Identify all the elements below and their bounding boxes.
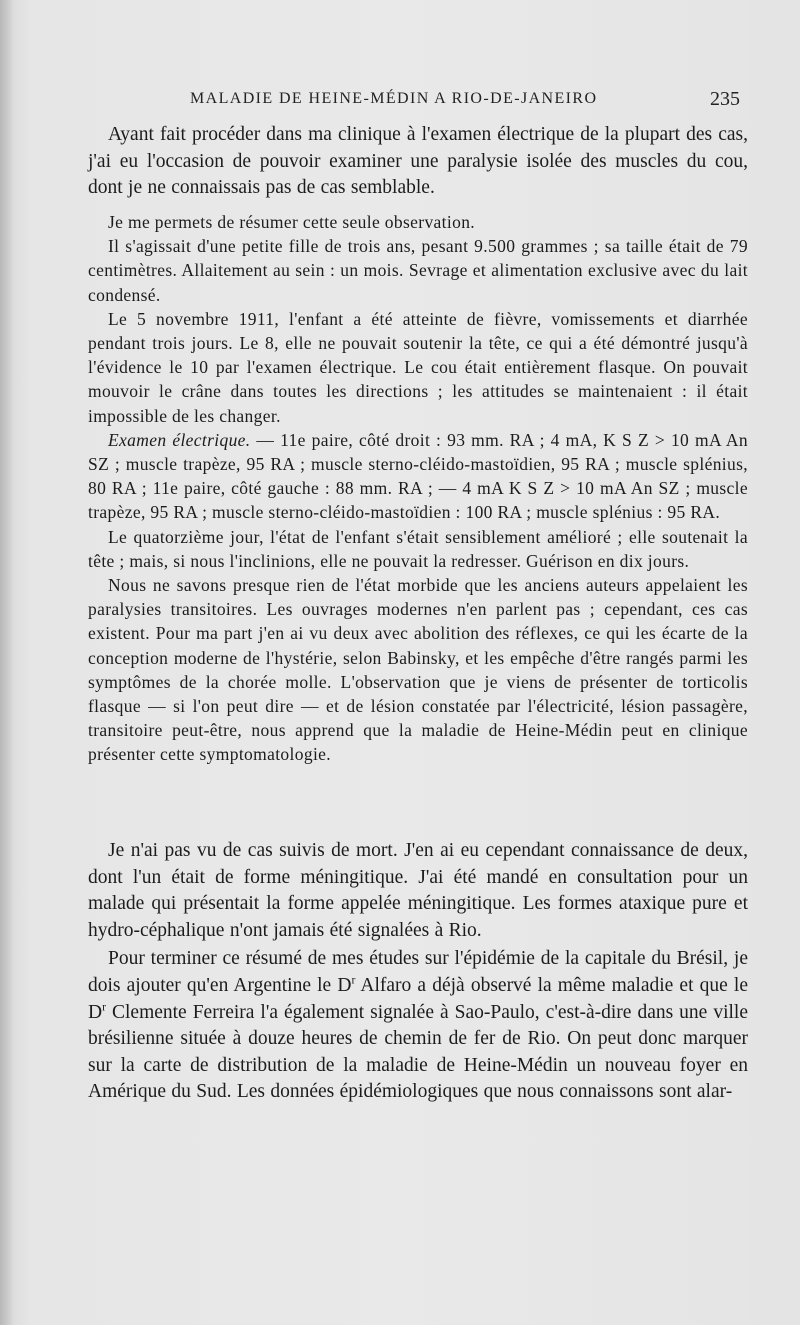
paragraph: Ayant fait procéder dans ma clinique à l'examen électrique de la plupart des cas, j'ai eu l'occasion de pouvoir examiner une paralysie isolée des muscles du cou, dont je ne connaissais pas de cas semblable. bbox=[88, 124, 748, 198]
italic-label: Examen électrique. bbox=[108, 429, 251, 450]
paragraph: Nous ne savons presque rien de l'état morbide que les anciens auteurs appelaient les paralysies transitoires. Les ouvrages modernes n'en parlent pas ; cependant, ces cas existent. Pour ma part j'en ai vu deux avec abolition des réflexes, ce qui les écarte de la conception moderne de l'hystérie, selon Babinsky, et les empêche d'être rangés parmi les symptômes de la chorée molle. L'observation que je viens de présenter de torticolis flasque — si l'on peut dire — et de lésion constatée par l'électricité, lésion passagère, transitoire peut-être, nous apprend que la maladie de Heine-Médin peut en clinique présenter cette symptomatologie. bbox=[88, 575, 748, 765]
conclusion-text bbox=[88, 838, 748, 1106]
intro-text bbox=[88, 122, 748, 202]
paragraph: Le 5 novembre 1911, l'enfant a été atteinte de fièvre, vomissements et diarrhée pendant trois jours. Le 8, elle ne pouvait soutenir la tête, ce qui a été démontré jusqu'à l'évidence le 10 par l'examen électrique. Le cou était entièrement flasque. On pouvait mouvoir le crâne dans toutes les directions ; les attitudes se maintenaient : il était impossible de les changer. bbox=[88, 308, 748, 426]
paragraph-text: — 11e paire, côté droit : 93 mm. RA ; 4 mA, K S Z > 10 mA An SZ ; muscle trapèze, 95 RA ; muscle sterno-cléido-mastoïdien, 95 RA ; muscle splénius, 80 RA ; 11e paire, côté gauche : 88 mm. RA ; — 4 mA K S Z > 10 mA An SZ ; muscle trapèze, 95 RA ; muscle sterno-cléido-mastoïdien : 100 RA ; muscle splénius : 95 RA. bbox=[88, 429, 748, 523]
paragraph: Le quatorzième jour, l'état de l'enfant s'était sensiblement amélioré ; elle soutenait la tête ; mais, si nous l'inclinions, elle ne pouvait la redresser. Guérison en dix jours. bbox=[88, 526, 748, 571]
superscript: r bbox=[102, 1000, 106, 1014]
superscript: r bbox=[351, 973, 356, 987]
page-number: 235 bbox=[710, 88, 740, 110]
paragraph bbox=[88, 428, 748, 525]
paragraph-text: Clemente Ferreira l'a également signalée à Sao-Paulo, c'est-à-dire dans une ville brésilienne située à douze heures de chemin de fer de Rio. On peut donc marquer sur la carte de distribution de la maladie de Heine-Médin un nouveau foyer en Amérique du Sud. Les données épidémiologiques que nous connaissons sont alar- bbox=[88, 1001, 748, 1103]
paragraph bbox=[88, 946, 748, 1106]
binding-shadow bbox=[0, 0, 14, 1325]
observation-text bbox=[88, 210, 748, 767]
paragraph-text: Pour terminer ce résumé de mes études sur l'épidémie de la capitale du Brésil, je dois ajouter qu'en Argentine le D bbox=[88, 948, 748, 996]
paragraph: Je n'ai pas vu de cas suivis de mort. J'en ai eu cependant connaissance de deux, dont l'un était de forme méningitique. J'ai été mandé en consultation pour un malade qui présentait la forme appelée méningitique. Les formes ataxique pure et hydro-céphalique n'ont jamais été signalées à Rio. bbox=[88, 840, 748, 941]
paragraph: Il s'agissait d'une petite fille de trois ans, pesant 9.500 grammes ; sa taille était de 79 centimètres. Allaitement au sein : un mois. Sevrage et alimentation exclusive avec du lait condensé. bbox=[88, 236, 748, 305]
paragraph-text: Alfaro a déjà observé la même maladie et que le D bbox=[88, 974, 748, 1023]
paragraph: Je me permets de résumer cette seule observation. bbox=[108, 212, 476, 232]
running-head bbox=[190, 88, 740, 112]
running-title: MALADIE DE HEINE-MÉDIN A RIO-DE-JANEIRO bbox=[190, 90, 598, 107]
